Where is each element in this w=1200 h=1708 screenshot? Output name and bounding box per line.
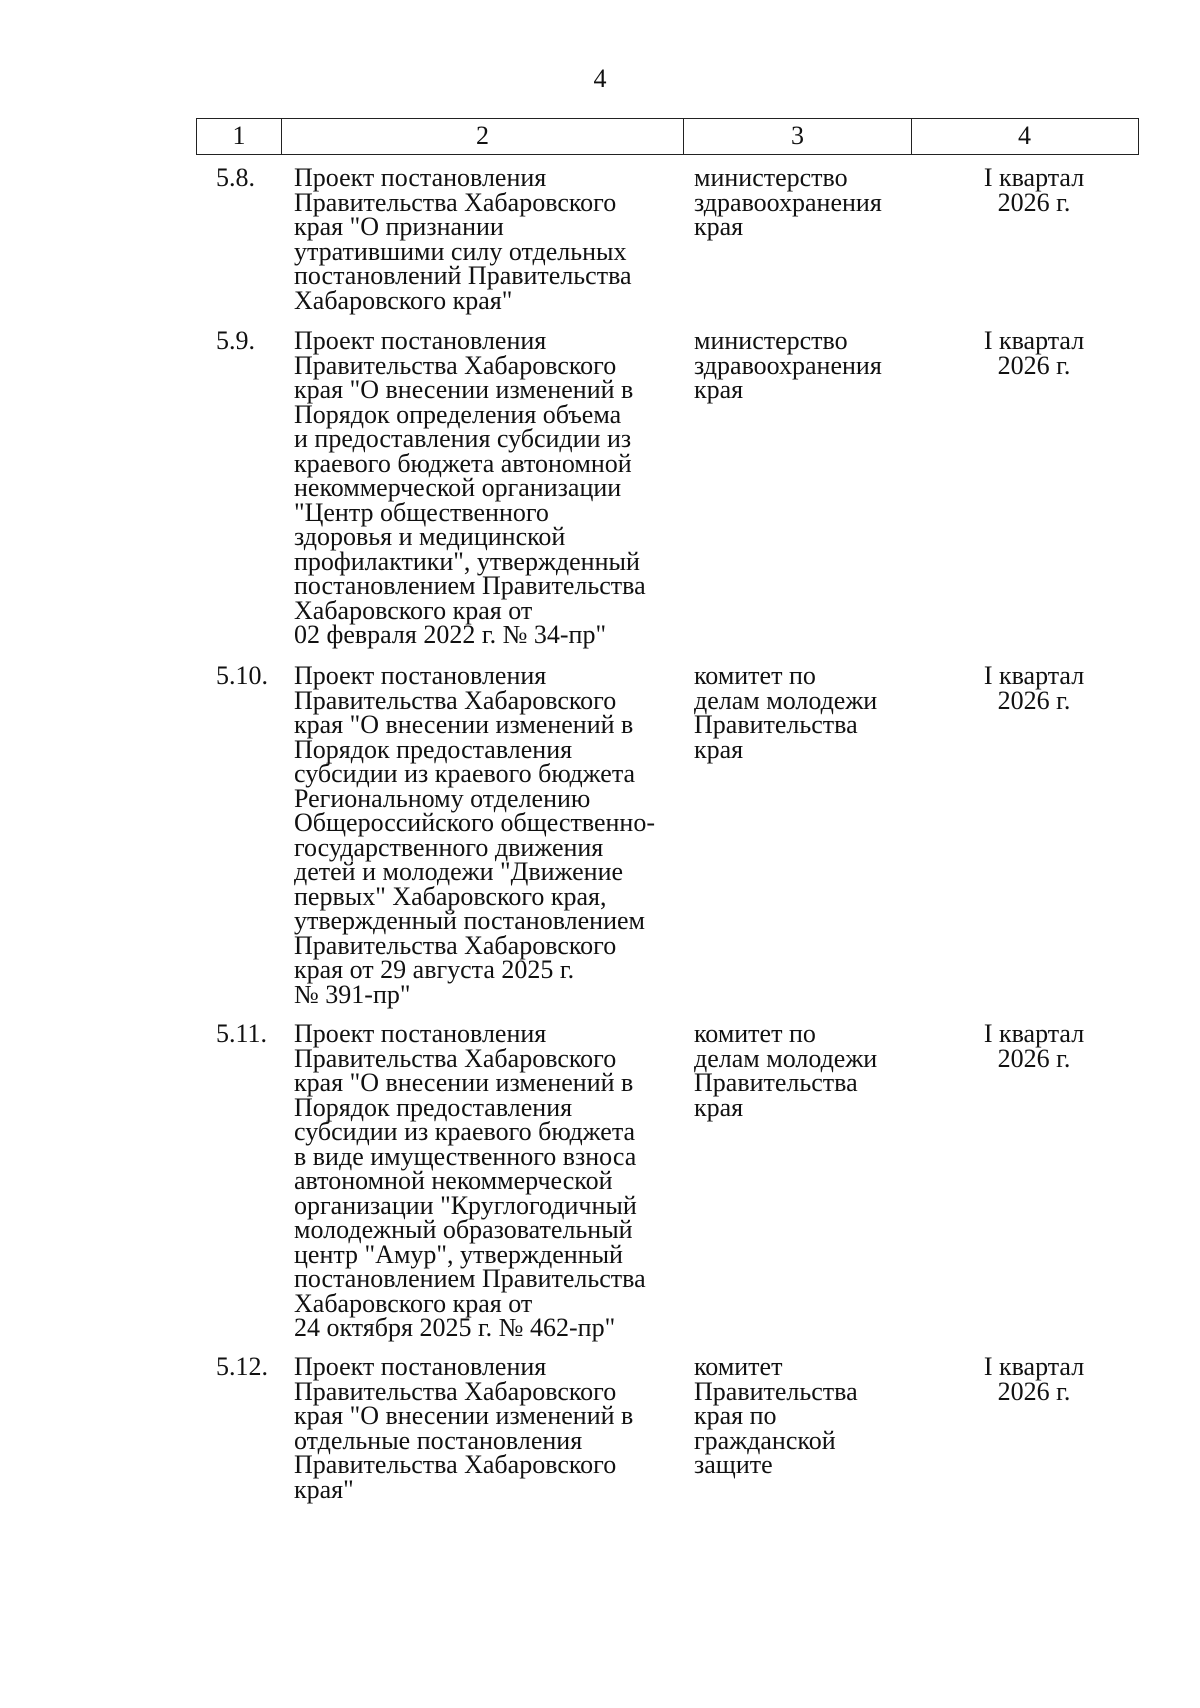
row-title: Проект постановления Правительства Хабаровского края "О внесении изменений в Порядок предоставления субсидии из краевого бюджета Региональному отделению Общероссийского общественно- государственного движения детей и молодежи "Движение первых" Хабаровского края, утвержденный постановлением Правительства Хабаровского края от 29 августа 2025 г. № 391-пр" <box>294 661 655 1009</box>
row-number: 5.8. <box>216 163 255 192</box>
row-responsible: комитет Правительства края по гражданской защите <box>694 1352 858 1479</box>
row-responsible: комитет по делам молодежи Правительства края <box>694 661 878 764</box>
row-term: I квартал 2026 г. <box>983 661 1085 715</box>
row-title: Проект постановления Правительства Хабаровского края "О внесении изменений в отдельные постановления Правительства Хабаровского края" <box>294 1352 634 1504</box>
header-cell-3: 3 <box>684 119 912 154</box>
row-title: Проект постановления Правительства Хабаровского края "О признании утратившими силу отдельных постановлений Правительства Хабаровского края" <box>294 163 632 315</box>
row-number: 5.12. <box>216 1352 268 1381</box>
header-cell-2: 2 <box>282 119 684 154</box>
row-term: I квартал 2026 г. <box>983 326 1085 380</box>
row-responsible: комитет по делам молодежи Правительства края <box>694 1019 878 1122</box>
row-number: 5.9. <box>216 326 255 355</box>
row-number: 5.10. <box>216 661 268 690</box>
page-number: 4 <box>593 64 607 93</box>
row-term: I квартал 2026 г. <box>983 1352 1085 1406</box>
row-title: Проект постановления Правительства Хабаровского края "О внесении изменений в Порядок предоставления субсидии из краевого бюджета в виде имущественного взноса автономной некоммерческой организации "Круглогодичный молодежный образовательный центр "Амур", утвержденный постановлением Правительства Хабаровского края от 24 октября 2025 г. № 462-пр" <box>294 1019 646 1342</box>
header-cell-4: 4 <box>1018 121 1031 150</box>
row-term: I квартал 2026 г. <box>983 1019 1085 1073</box>
header-cell-1: 1 <box>197 119 282 154</box>
row-responsible: министерство здравоохранения края <box>694 326 882 404</box>
row-number: 5.11. <box>216 1019 268 1048</box>
row-title: Проект постановления Правительства Хабаровского края "О внесении изменений в Порядок определения объема и предоставления субсидии из краевого бюджета автономной некоммерческой организации "Центр общественного здоровья и медицинской профилактики", утвержденный постановлением Правительства Хабаровского края от 02 февраля 2022 г. № 34-пр" <box>294 326 646 649</box>
row-term: I квартал 2026 г. <box>983 163 1085 217</box>
row-responsible: министерство здравоохранения края <box>694 163 882 241</box>
table-header-row <box>196 118 1139 155</box>
